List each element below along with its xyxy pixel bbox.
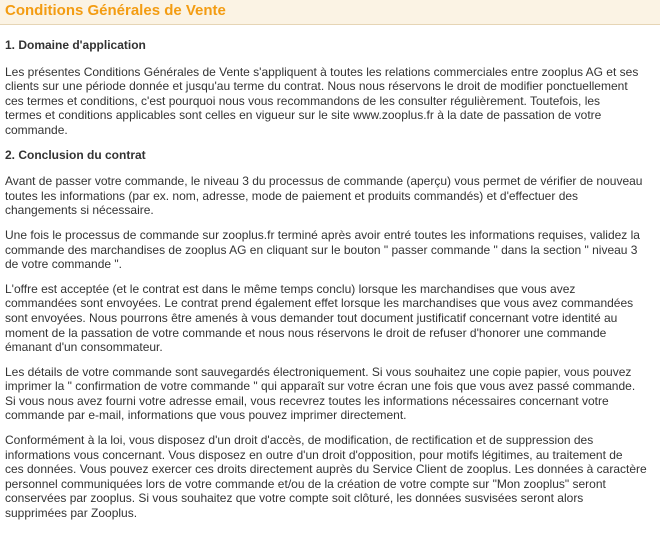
section-heading-domain: 1. Domaine d'application — [5, 38, 146, 52]
text-line: L'offre est acceptée (et le contrat est dans le même temps conclu) lorsque les marchandises que vous avez — [5, 281, 576, 296]
text-line: clients sur une période donnée et jusqu'au terme du contrat. Nous nous réservons le droit de modifier ponctuellement — [5, 79, 628, 94]
paragraph-review — [5, 174, 660, 218]
text-line: moment de la passation de votre commande et nous nous réservons le droit de refuser d'honorer une commande — [5, 325, 607, 340]
text-line: imprimer la " confirmation de votre commande " qui apparaît sur votre écran une fois que vous avez passé commande. — [5, 379, 636, 394]
paragraph-data-rights — [5, 433, 660, 521]
paragraph-order-details — [5, 365, 660, 423]
text-line: commandées sont envoyées. Le contrat prend également effet lorsque les marchandises que vous avez commandées — [5, 296, 634, 311]
text-line: Avant de passer votre commande, le niveau 3 du processus de commande (aperçu) vous permet de vérifier de nouveau — [5, 174, 643, 189]
text-line: Les détails de votre commande sont sauvegardés électroniquement. Si vous souhaitez une copie papier, vous pouvez — [5, 364, 632, 379]
text-line: supprimées par Zooplus. — [5, 506, 138, 521]
text-line: commande par e-mail, informations que vous pouvez imprimer directement. — [5, 408, 407, 423]
text-line: Une fois le processus de commande sur zooplus.fr terminé après avoir entré toutes les informations requises, validez la — [5, 227, 640, 242]
text-line: termes et conditions applicables sont celles en vigueur sur le site www.zooplus.fr à la date de passation de votre — [5, 108, 602, 123]
text-line: de votre commande ". — [5, 257, 122, 272]
text-line: sont envoyées. Nous pourrons être amenés à vous demander tout document justificatif concernant votre identité au — [5, 310, 618, 325]
paragraph-domain — [5, 65, 660, 138]
text-line: Les présentes Conditions Générales de Vente s'appliquent à toutes les relations commerciales entre zooplus AG et ses — [5, 64, 639, 79]
text-line: commande des marchandises de zooplus AG en cliquant sur le bouton " passer commande " dans la section " niveau 3 — [5, 242, 638, 257]
section-heading-conclusion: 2. Conclusion du contrat — [5, 147, 146, 162]
text-line: Si vous nous avez fourni votre adresse email, vous recevrez toutes les informations nécessaires concernant votre — [5, 393, 609, 408]
terms-content — [5, 38, 660, 531]
text-line: personnel communiquées lors de votre commande et/ou de la création de votre compte sur "Mon zooplus" seront — [5, 476, 606, 491]
text-line: informations vous concernant. Vous disposez en outre d'un droit d'opposition, pour motifs légitimes, au traitement de — [5, 447, 623, 462]
text-line: ces termes et conditions, c'est pourquoi nous vous recommandons de les consulter régulièrement. Toutefois, les — [5, 93, 601, 108]
paragraph-acceptance — [5, 282, 660, 355]
text-line: toutes les informations (par ex. nom, adresse, mode de paiement et produits commandés) et d'effectuer des — [5, 188, 579, 203]
text-line: changements si nécessaire. — [5, 203, 154, 218]
text-line: conservées par zooplus. Si vous souhaitez que votre compte soit clôturé, les données susvisées seront alors — [5, 491, 584, 506]
text-line: ces données. Vous pouvez exercer ces droits directement auprès du Service Client de zooplus. Les données à caractère — [5, 462, 647, 477]
page-title: Conditions Générales de Vente — [5, 2, 226, 19]
text-line: Conformément à la loi, vous disposez d'un droit d'accès, de modification, de rectification et de suppression des — [5, 433, 594, 448]
paragraph-validation — [5, 228, 660, 272]
text-line: commande. — [5, 122, 68, 137]
text-line: émanant d'un consommateur. — [5, 340, 163, 355]
